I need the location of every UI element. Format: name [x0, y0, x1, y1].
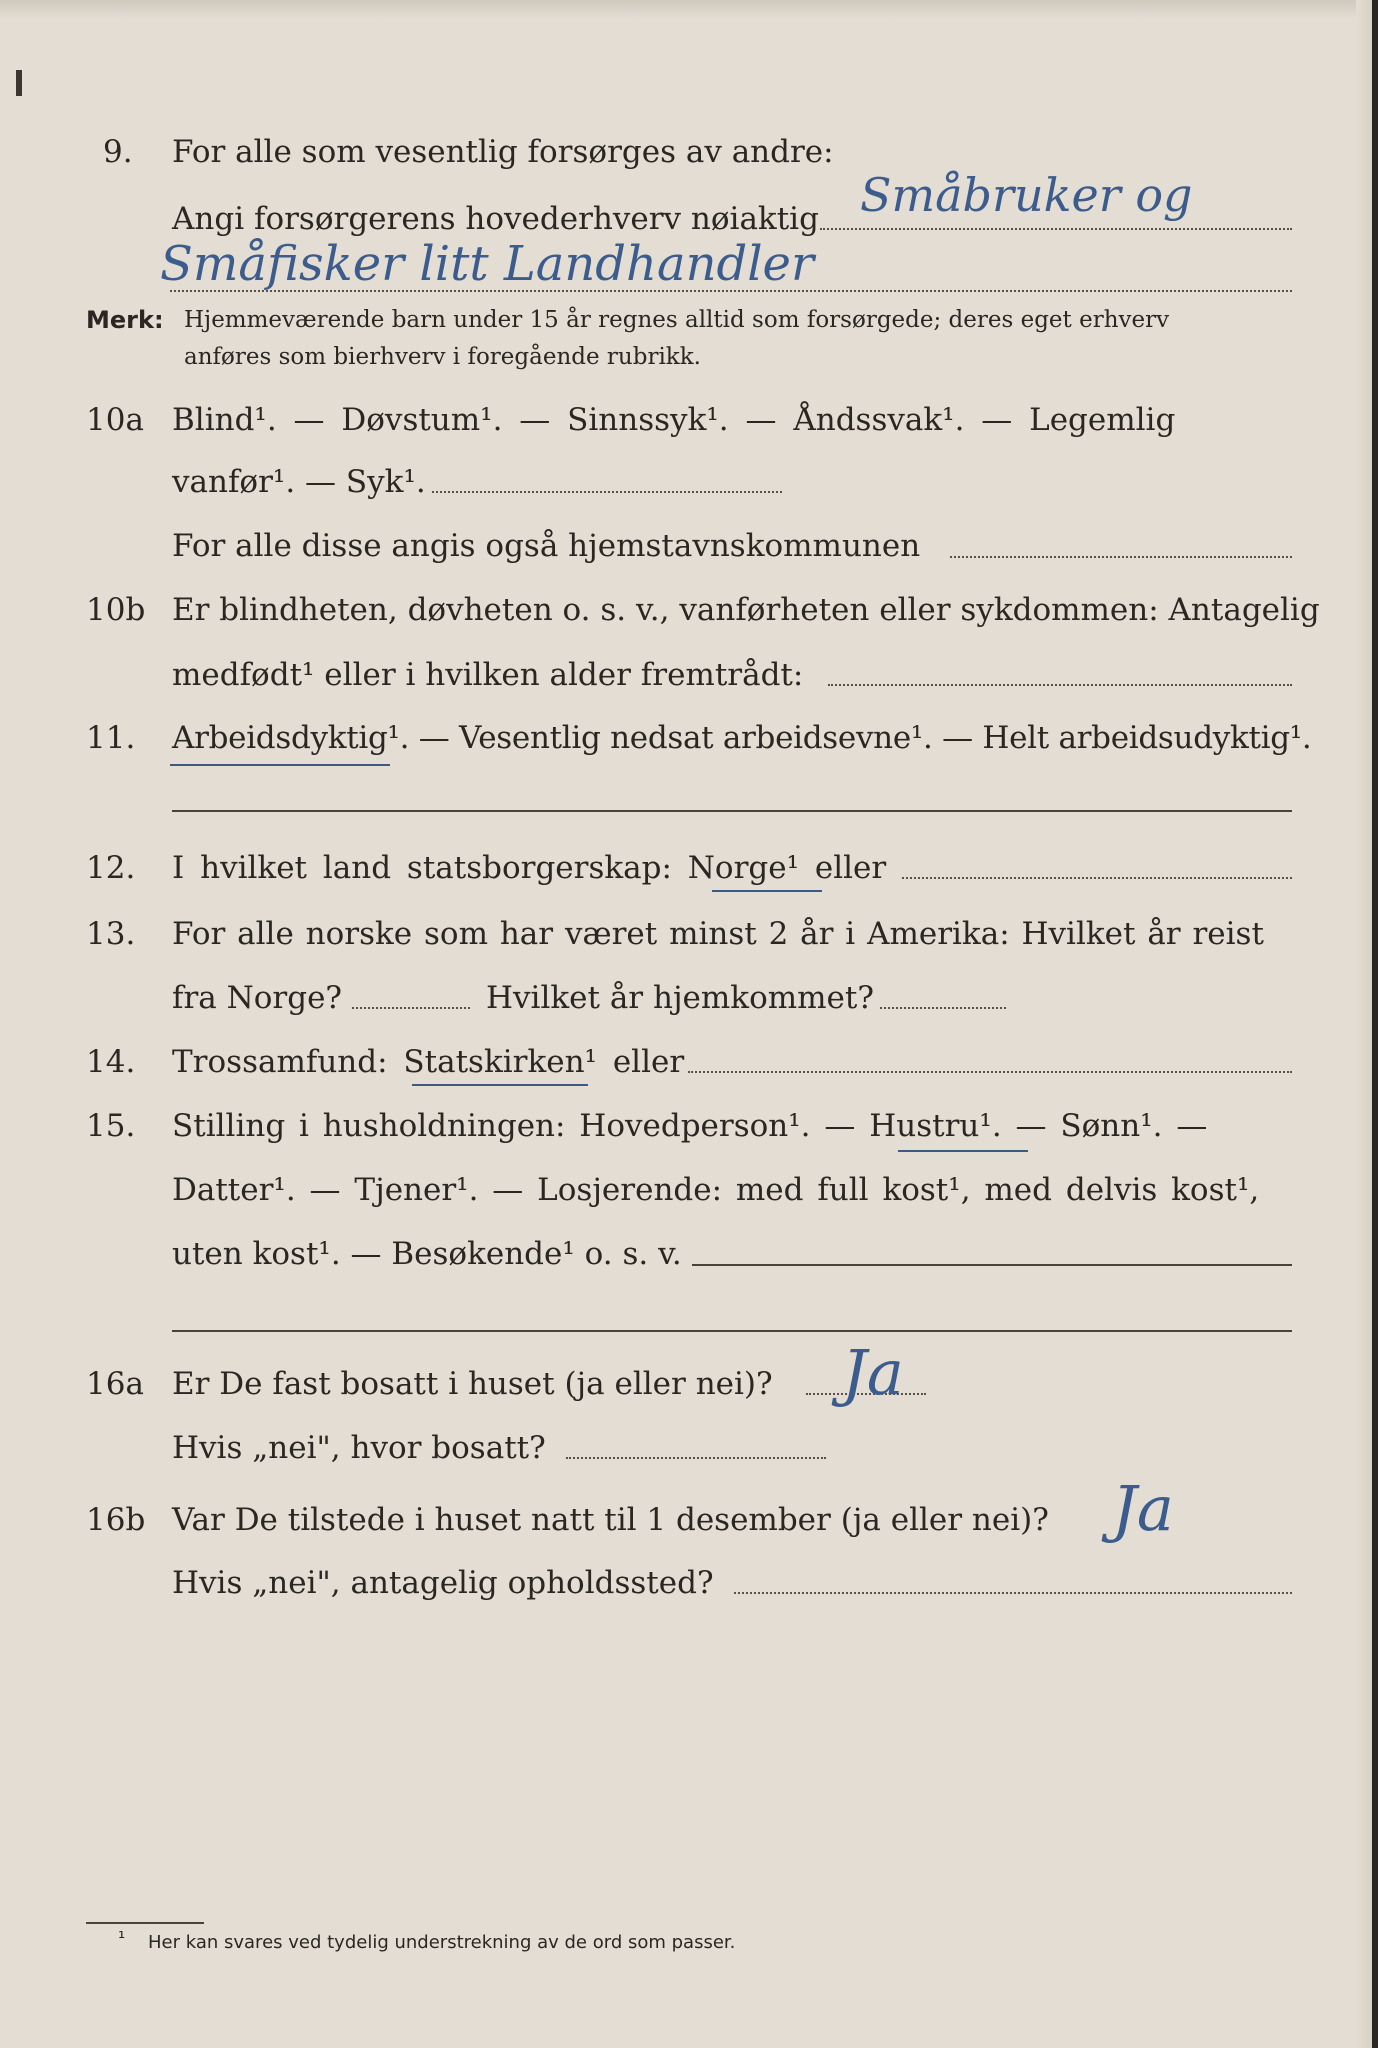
q13-line-2a: fra Norge? — [172, 980, 343, 1016]
q16b-answer-line — [734, 1592, 1292, 1594]
q10a-line-2: vanfør¹. — Syk¹. — [172, 464, 426, 500]
q10b-answer-line — [828, 684, 1292, 686]
q10b-line-1: Er blindheten, døvheten o. s. v., vanførheten eller sykdommen: Antagelig — [172, 592, 1320, 628]
q16b-number: 16b — [86, 1502, 146, 1538]
q15-line-1: Stilling i husholdningen: Hovedperson¹. — Hustru¹. — Sønn¹. — — [172, 1108, 1208, 1144]
merk-note-line-1: Hjemmeværende barn under 15 år regnes alltid som forsørgede; deres eget erhverv — [184, 307, 1170, 333]
q9-number: 9. — [103, 134, 133, 170]
q14-number: 14. — [86, 1044, 136, 1080]
q13-answer-line-1 — [352, 1007, 470, 1009]
q9-prompt: Angi forsørgerens hovederhverv nøiaktig — [172, 201, 819, 237]
q16a-line-2: Hvis „nei", hvor bosatt? — [172, 1430, 546, 1466]
q13-line-2b: Hvilket år hjemkommet? — [486, 980, 874, 1016]
q16b-handwritten-answer: Ja — [1112, 1472, 1174, 1545]
q16a-handwritten-answer: Ja — [842, 1336, 904, 1409]
q9-question: For alle som vesentlig forsørges av andre: — [172, 134, 834, 170]
q16b-line-2: Hvis „nei", antagelig opholdssted? — [172, 1565, 714, 1601]
q13-number: 13. — [86, 916, 136, 952]
q14-underline-statskirken — [412, 1084, 588, 1086]
q13-answer-line-2 — [880, 1007, 1006, 1009]
q12-answer-line — [902, 877, 1292, 879]
q14-line-1: Trossamfund: Statskirken¹ eller — [172, 1044, 685, 1080]
q10a-answer-line-1 — [432, 491, 782, 493]
q11-underline-arbeidsdyktig — [170, 764, 390, 766]
q11-answer-line — [172, 810, 1292, 812]
q10b-number: 10b — [86, 592, 146, 628]
q15-answer-line-2 — [172, 1330, 1292, 1332]
binding-mark — [16, 70, 22, 96]
q12-line-1: I hvilket land statsborgerskap: Norge¹ eller — [172, 850, 887, 886]
q10a-answer-line-2 — [950, 556, 1292, 558]
q15-line-2: Datter¹. — Tjener¹. — Losjerende: med full kost¹, med delvis kost¹, — [172, 1172, 1260, 1208]
footnote-text: Her kan svares ved tydelig understrekning av de ord som passer. — [148, 1932, 736, 1953]
q9-handwritten-answer-1: Småbruker og — [860, 168, 1193, 222]
q16a-line-1: Er De fast bosatt i huset (ja eller nei)? — [172, 1366, 773, 1402]
q15-underline-hustru — [898, 1150, 1028, 1152]
merk-label: Merk: — [86, 306, 164, 334]
q10a-line-3: For alle disse angis også hjemstavnskommunen — [172, 528, 921, 564]
q14-answer-line — [688, 1071, 1292, 1073]
q12-underline-norge — [712, 890, 822, 892]
q10b-line-2: medfødt¹ eller i hvilken alder fremtrådt: — [172, 657, 804, 693]
merk-note-line-2: anføres som bierhverv i foregående rubrikk. — [184, 344, 701, 370]
q10a-line-1: Blind¹. — Døvstum¹. — Sinnssyk¹. — Åndssvak¹. — Legemlig — [172, 402, 1176, 438]
q15-line-3: uten kost¹. — Besøkende¹ o. s. v. — [172, 1236, 682, 1272]
paper-edge-right — [1356, 0, 1378, 2048]
paper-edge-top — [0, 0, 1378, 18]
q16b-line-1: Var De tilstede i huset natt til 1 desember (ja eller nei)? — [172, 1502, 1049, 1538]
q15-number: 15. — [86, 1108, 136, 1144]
q16a-number: 16a — [86, 1366, 144, 1402]
q11-number: 11. — [86, 720, 136, 756]
footnote-rule — [86, 1922, 204, 1924]
q11-line-1: Arbeidsdyktig¹. — Vesentlig nedsat arbeidsevne¹. — Helt arbeidsudyktig¹. — [172, 720, 1312, 756]
q15-answer-line-1 — [692, 1264, 1292, 1266]
q10a-number: 10a — [86, 402, 144, 438]
q12-number: 12. — [86, 850, 136, 886]
footnote-mark: ¹ — [118, 1928, 126, 1949]
q16a-answer-line-2 — [566, 1457, 826, 1459]
q9-answer-line-1 — [820, 228, 1292, 230]
q13-line-1: For alle norske som har været minst 2 år i Amerika: Hvilket år reist — [172, 916, 1264, 952]
q9-handwritten-answer-2: Småfisker litt Landhandler — [160, 236, 814, 292]
